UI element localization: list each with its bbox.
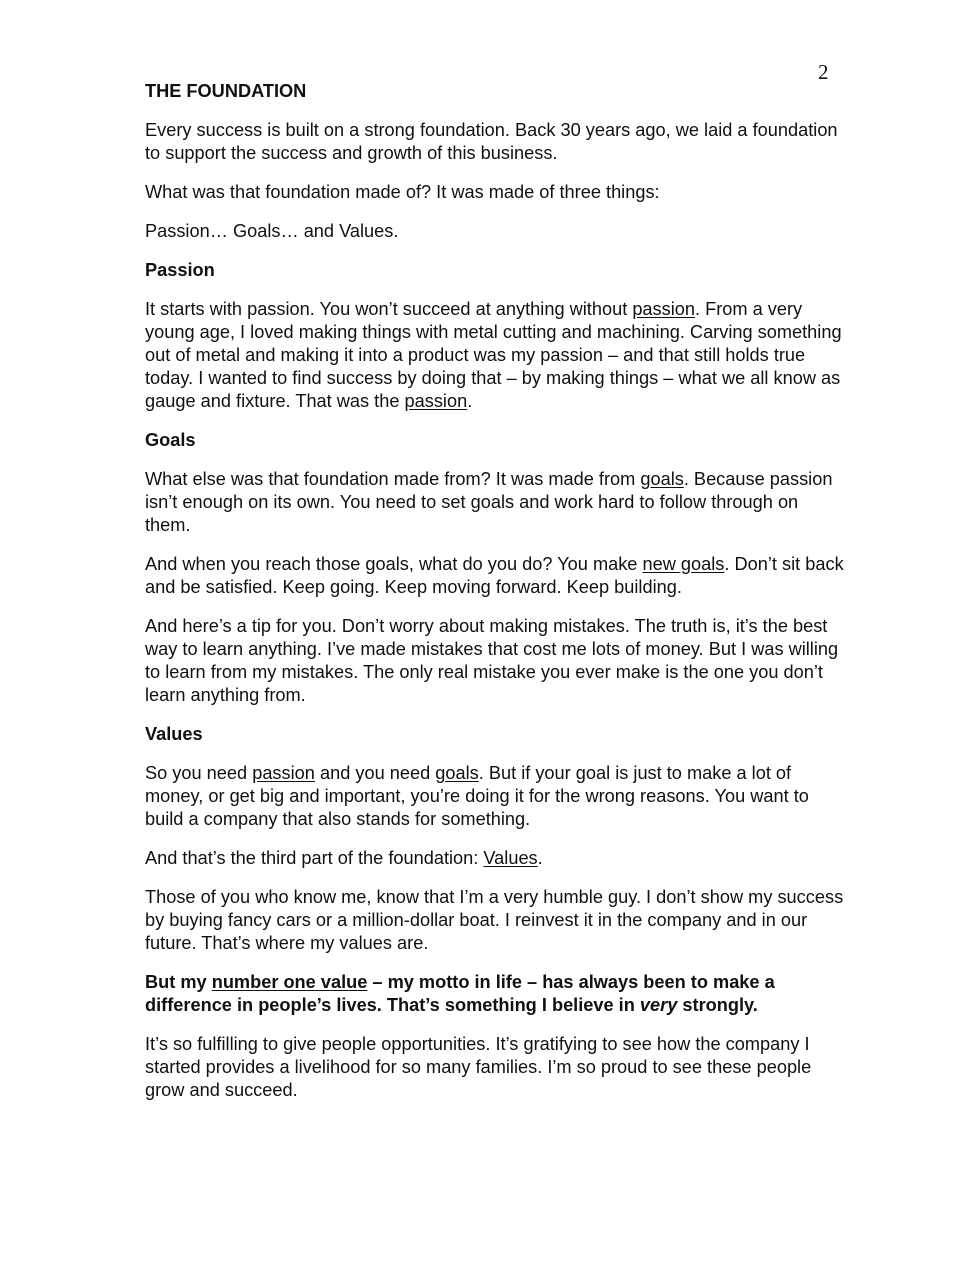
values-paragraph-4-bold: [145, 971, 845, 1017]
values-paragraph-5: It’s so fulfilling to give people opportunities. It’s gratifying to see how the company I started provides a livelihood for so many families. I’m so proud to see these people grow and succeed.: [145, 1034, 812, 1100]
text-run: .: [537, 848, 543, 868]
values-paragraph-2: [145, 847, 845, 870]
text-run: . Because passion isn’t enough on its own. You need to set goals and work hard to follow through on them.: [145, 469, 833, 535]
values-paragraph-1: [145, 762, 845, 831]
underlined-term: passion: [252, 763, 315, 783]
text-run: What else was that foundation made from? It was made from: [145, 469, 641, 489]
intro-paragraph-1: Every success is built on a strong foundation. Back 30 years ago, we laid a foundation to support the success and growth of this business.: [145, 120, 838, 163]
section-heading-passion: Passion: [145, 260, 215, 280]
text-run: And when you reach those goals, what do you do? You make: [145, 554, 643, 574]
text-run: So you need: [145, 763, 253, 783]
passion-paragraph-1: [145, 298, 845, 413]
page-number: 2: [818, 60, 829, 84]
document-body: [145, 80, 845, 1118]
goals-paragraph-1: [145, 468, 845, 537]
text-run: . From a very young age, I loved making things with metal cutting and machining. Carving something out of metal and making it into a product was my passion – and that still holds true today. I wanted to find success by doing that – by making things – what we all know as gauge and fixture. That was the: [145, 299, 842, 411]
goals-paragraph-2: [145, 553, 845, 599]
page-title: THE FOUNDATION: [145, 81, 307, 101]
intro-paragraph-3: Passion… Goals… and Values.: [145, 221, 399, 241]
section-heading-values: Values: [145, 724, 203, 744]
intro-paragraph-2: What was that foundation made of? It was made of three things:: [145, 182, 660, 202]
text-run: . But if your goal is just to make a lot of money, or get big and important, you’re doing it for the wrong reasons. You want to build a company that also stands for something.: [145, 763, 809, 829]
text-run: It starts with passion. You won’t succeed at anything without: [145, 299, 633, 319]
text-run: . Don’t sit back and be satisfied. Keep going. Keep moving forward. Keep building.: [145, 554, 844, 597]
text-run: But my: [145, 972, 212, 992]
underlined-term: passion: [632, 299, 696, 319]
italic-term: very: [639, 995, 678, 1015]
text-run: And that’s the third part of the foundation:: [145, 848, 484, 868]
underlined-term: number one value: [211, 972, 368, 992]
underlined-term: Values: [483, 848, 538, 868]
text-run: .: [467, 391, 473, 411]
text-run: strongly.: [677, 995, 758, 1015]
underlined-term: goals: [435, 763, 479, 783]
underlined-term: goals: [640, 469, 684, 489]
underlined-term: new goals: [642, 554, 725, 574]
section-heading-goals: Goals: [145, 430, 196, 450]
values-paragraph-3: Those of you who know me, know that I’m a very humble guy. I don’t show my success by buying fancy cars or a million-dollar boat. I reinvest it in the company and in our future. That’s where my values are.: [145, 887, 844, 953]
underlined-term: passion: [404, 391, 468, 411]
text-run: – my motto in life – has always been to make a difference in people’s lives. That’s something I believe in: [145, 972, 775, 1015]
text-run: and you need: [314, 763, 436, 783]
goals-paragraph-3: And here’s a tip for you. Don’t worry about making mistakes. The truth is, it’s the best way to learn anything. I’ve made mistakes that cost me lots of money. But I was willing to learn from my mistakes. The only real mistake you ever make is the one you don’t learn anything from.: [145, 616, 839, 705]
